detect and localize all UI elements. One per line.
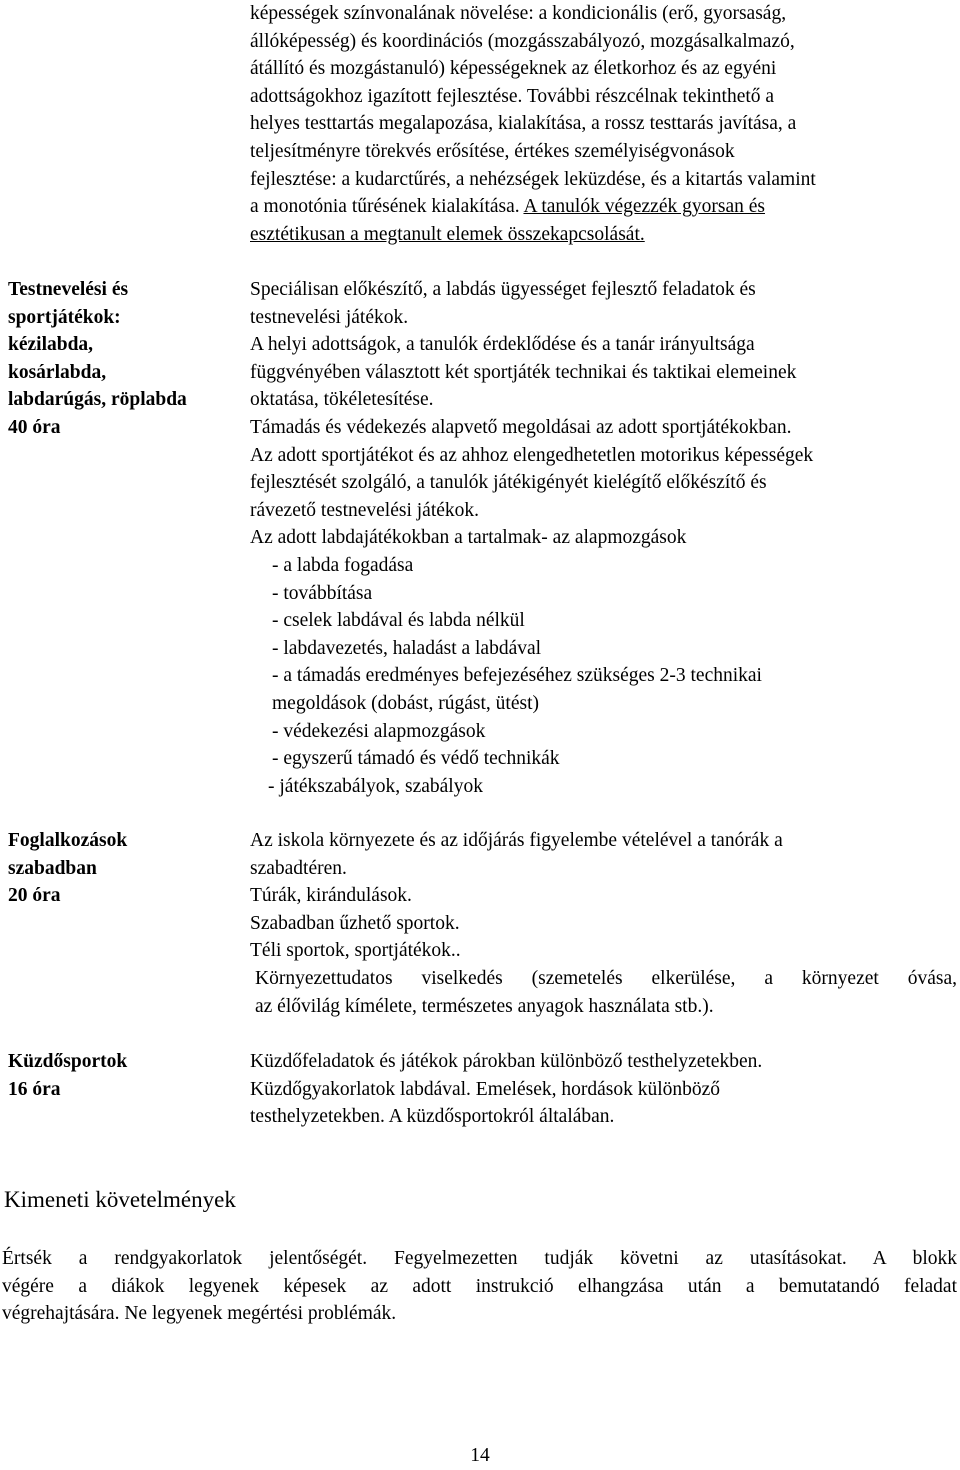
intro-line: adottságokhoz igazított fejlesztése. További részcélnak tekinthető a (250, 85, 775, 107)
section-title-sportgames: Testnevelési és sportjátékok: kézilabda, kosárlabda, labdarúgás, röplabda 40 óra (8, 279, 187, 438)
section-content-sportgames: Speciálisan előkészítő, a labdás ügyességet fejlesztő feladatok és testnevelési játékok. A helyi adottságok, a tanulók érdeklődése és a tanár irányultsága függvényében választott két sportjáték technikai és taktikai elemeinek oktatása, tökéletesítése. Támadás és védekezés alapvető megoldásai az adott sportjátékokban. Az adott sportjátékot és az ahhoz elengedhetetlen motorikus képességek fejlesztését szolgáló, a tanulók játékigényét kielégítő előkészítő és rávezető testnevelési játékok. Az adott labdajátékokban a tartalmak- az alapmozgások - a labda fogadása - továbbítása - cselek labdával és labda nélkül - labdavezetés, haladást a labdával - a támadás eredményes befejezéséhez szükséges 2-3 technikai megoldások (dobást, rúgást, ütést) - védekezési alapmozgások - egyszerű támadó és védő technikák - játékszabályok, szabályok (250, 276, 958, 800)
intro-line-with-underline: a monotónia tűrésének kialakítása. A tanulók végezzék gyorsan és (250, 196, 765, 218)
outcome-paragraph: Értsék a rendgyakorlatok jelentőségét. Fegyelmezetten tudják követni az utasításokat. A blokk végére a diákok legyenek képesek az adott instrukció elhangzása után a bemutatandó feladat végrehajtására. Ne legyenek megértési problémák. (2, 1248, 957, 1325)
list-item: - a támadás eredményes befejezéséhez szükséges 2-3 technikai (272, 665, 762, 687)
section-title-combat: Küzdősportok 16 óra (8, 1051, 128, 1100)
intro-line: fejlesztése: a kudarctűrés, a nehézségek leküzdése, és a kitartás valamint (250, 168, 816, 190)
list-item: - egyszerű támadó és védő technikák (272, 748, 560, 770)
intro-line: teljesítményre törekvés erősítése, értékes személyiségvonások (250, 140, 735, 162)
section-content-combat: Küzdőfeladatok és játékok párokban különböző testhelyzetekben. Küzdőgyakorlatok labdával. Emelések, hordások különböző testhelyzetekben. A küzdősportokról általában. (250, 1051, 763, 1128)
section-title-outdoor: Foglalkozások szabadban 20 óra (8, 830, 128, 907)
list-item: - a labda fogadása (272, 554, 414, 576)
list-item: megoldások (dobást, rúgást, ütést) (272, 692, 539, 714)
list-item: - cselek labdával és labda nélkül (272, 610, 525, 632)
intro-line: képességek színvonalának növelése: a kondicionális (erő, gyorsaság, (250, 3, 787, 24)
section-content-outdoor: Az iskola környezete és az időjárás figyelembe vételével a tanórák a szabadtéren. Túrák, kirándulások. Szabadban űzhető sportok. Téli sportok, sportjátékok.. (250, 830, 783, 962)
environment-paragraph: Környezettudatos viselkedés (szemetelés elkerülése, a környezet óvása, az élővilág kímélete, természetes anyagok használata stb.). (255, 968, 957, 1017)
list-item: - továbbítása (272, 582, 373, 604)
intro-line: helyes testtartás megalapozása, kialakítása, a rossz testtarás javítása, a (250, 113, 797, 135)
intro-line: átállító és mozgástanuló) képességeknek az életkorhoz és az egyéni (250, 58, 777, 80)
underlined-sentence: A tanulók végezzék gyorsan és (523, 196, 765, 218)
list-item: - labdavezetés, haladást a labdával (272, 637, 542, 659)
intro-line: állóképesség) és koordinációs (mozgásszabályozó, mozgásalkalmazó, (250, 30, 795, 52)
outcome-heading: Kimeneti követelmények (4, 1187, 236, 1212)
list-item: - védekezési alapmozgások (272, 720, 486, 742)
underlined-sentence: esztétikusan a megtanult elemek összekapcsolását. (250, 223, 645, 245)
intro-paragraph (250, 0, 958, 248)
list-item: - játékszabályok, szabályok (268, 775, 483, 797)
page-number: 14 (470, 1445, 490, 1466)
